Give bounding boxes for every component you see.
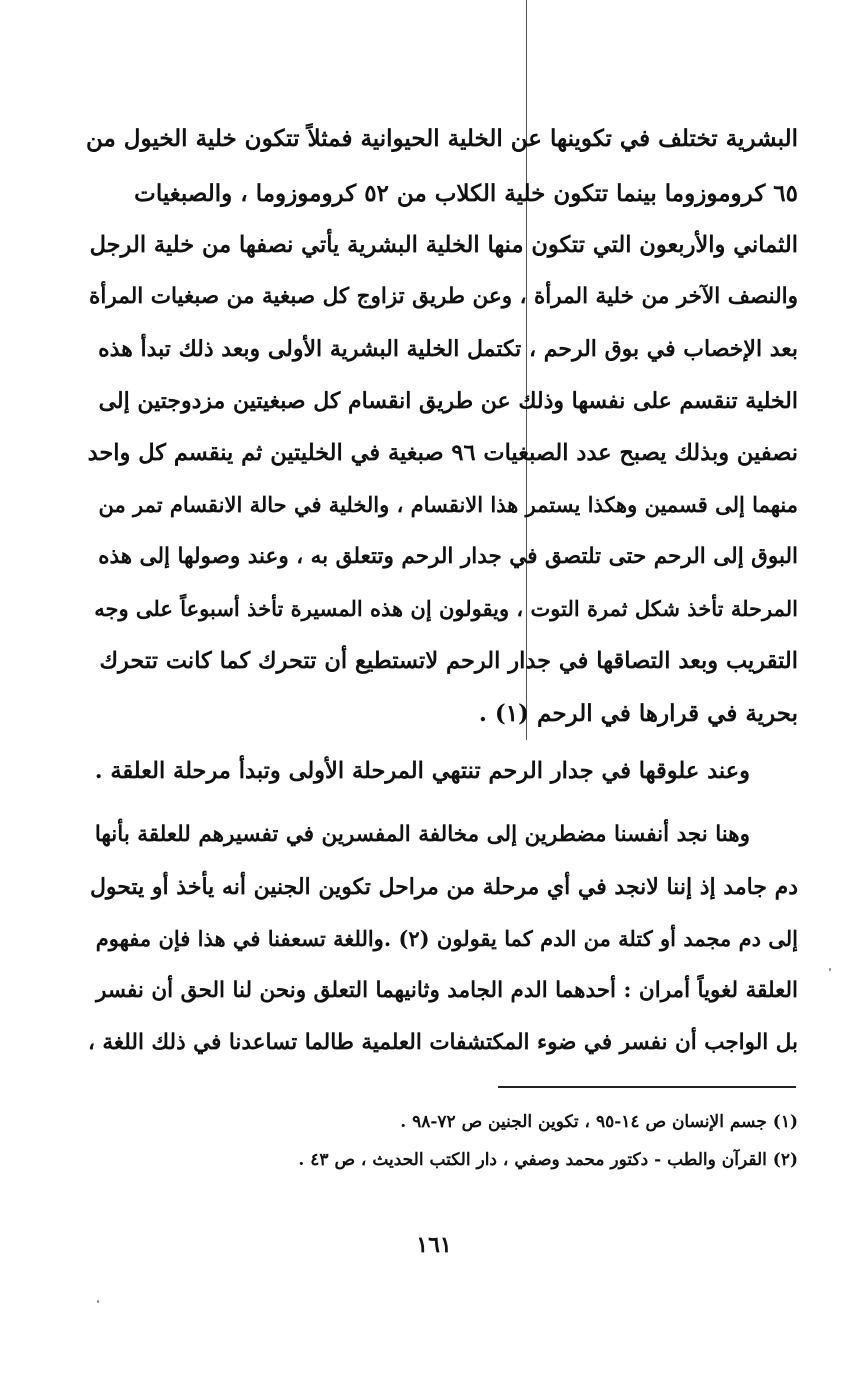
paragraph-three-line: وهنا نجد أنفسنا مضطرين إلى مخالفة المفسرين في تفسيرهم للعلقة بأنها xyxy=(94,822,750,847)
body-line: نصفين وبذلك يصبح عدد الصبغيات ٩٦ صبغية في الخليتين ثم ينقسم كل واحد xyxy=(87,440,798,466)
footnote-divider xyxy=(498,1086,796,1088)
footnote-1: (١) جسم الإنسان ص ١٤-٩٥ ، تكوين الجنين ص ٧٢-٩٨ . xyxy=(400,1112,798,1132)
paragraph-three-line: إلى دم مجمد أو كتلة من الدم كما يقولون (٢) .واللغة تسعفنا في هذا فإن مفهوم xyxy=(95,926,798,951)
scan-speck xyxy=(97,1300,99,1303)
body-line: التقريب وبعد التصاقها في جدار الرحم لاتستطيع أن تتحرك كما كانت تتحرك xyxy=(99,648,798,674)
paragraph-two: وعند علوقها في جدار الرحم تنتهي المرحلة الأولى وتبدأ مرحلة العلقة . xyxy=(94,758,750,784)
paragraph-three-line: بل الواجب أن نفسر في ضوء المكتشفات العلمية طالما تساعدنا في ذلك اللغة ، xyxy=(87,1030,798,1055)
footnote-2: (٢) القرآن والطب - دكتور محمد وصفي ، دار الكتب الحديث ، ص ٤٣ . xyxy=(298,1150,798,1170)
body-line: بعد الإخصاب في بوق الرحم ، تكتمل الخلية البشرية الأولى وبعد ذلك تبدأ هذه xyxy=(98,336,798,362)
paragraph-three-line: العلقة لغوياً أمران : أحدهما الدم الجامد وثانيهما التعلق ونحن لنا الحق أن نفسر xyxy=(96,978,798,1003)
body-line: المرحلة تأخذ شكل ثمرة التوت ، ويقولون إن هذه المسيرة تأخذ أسبوعاً على وجه xyxy=(94,596,798,621)
body-line: والنصف الآخر من خلية المرأة ، وعن طريق تزاوج كل صبغية من صبغيات المرأة xyxy=(89,284,798,309)
body-line: الثماني والأربعون التي تتكون منها الخلية البشرية يأتي نصفها من خلية الرجل xyxy=(89,232,798,258)
body-line: منهما إلى قسمين وهكذا يستمر هذا الانقسام ، والخلية في حالة الانقسام تمر من xyxy=(98,492,798,517)
scan-speck xyxy=(829,968,831,971)
body-line: الخلية تنقسم على نفسها وذلك عن طريق انقسام كل صبغيتين مزدوجتين إلى xyxy=(98,388,798,414)
body-line: بحرية في قرارها في الرحم (١) . xyxy=(478,700,798,727)
main-text xyxy=(86,0,798,1100)
page-number: ١٦١ xyxy=(416,1232,452,1258)
body-line: ٦٥ كروموزوما بينما تتكون خلية الكلاب من ٥٢ كروموزوما ، والصبغيات xyxy=(134,180,798,207)
paragraph-three-line: دم جامد إذ إننا لانجد في أي مرحلة من مراحل تكوين الجنين أنه يأخذ أو يتحول xyxy=(89,874,798,900)
body-line: البوق إلى الرحم حتى تلتصق في جدار الرحم وتتعلق به ، وعند وصولها إلى هذه xyxy=(98,544,798,569)
body-line: البشرية تختلف في تكوينها عن الخلية الحيوانية فمثلاً تتكون خلية الخيول من xyxy=(85,125,798,152)
